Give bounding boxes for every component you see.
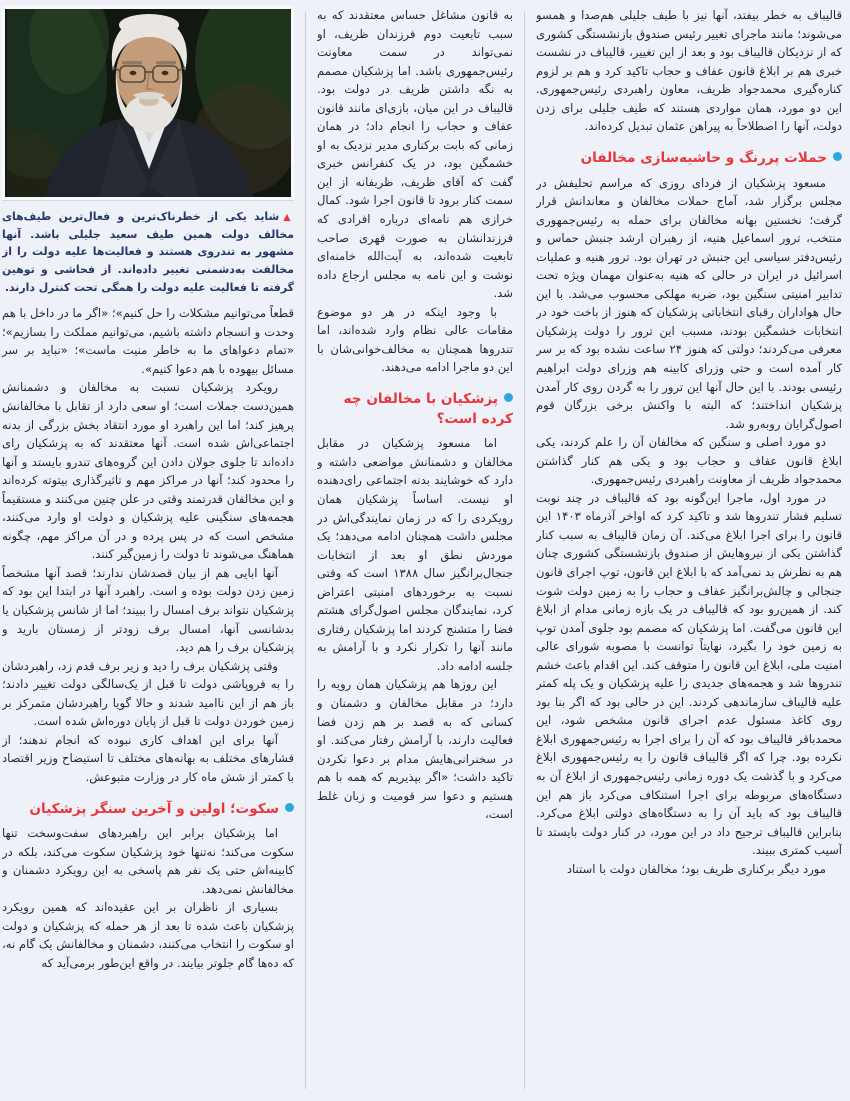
column-divider	[524, 12, 525, 1089]
heading-bullet-icon	[504, 393, 513, 402]
paragraph: اما پزشکیان برابر این راهبردهای سفت‌وسخت تنها سکوت می‌کند؛ نه‌تنها خود پزشکیان سکوت می‌کند، بلکه در کابینه‌اش حتی یک نفر هم پاسخی به این رویکرد دشمنان و مخالفانش نمی‌دهد.	[2, 826, 294, 896]
heading-bullet-icon	[833, 152, 842, 161]
heading-label: پزشکیان با مخالفان چه کرده است؟	[343, 390, 513, 427]
paragraph: وقتی پزشکیان برف را دید و زیر برف قدم زد، راهبردشان را به فروپاشی دولت تا قبل از یک‌سالگی دولت تغییر دادند؛ باز هم از این ناامید شدند و حالا گویا راهبردشان متمرکز بر زمین خوردن دولت تا قبل از پایان دوره‌اش شده است.	[2, 658, 294, 729]
photo-figure	[2, 6, 294, 296]
portrait-photo-illustration	[7, 9, 291, 197]
column-middle	[317, 6, 513, 1095]
column-right	[536, 6, 842, 1095]
column-divider	[305, 12, 306, 1089]
paragraph: مسعود پزشکیان از فردای روزی که مراسم تحلیفش در مجلس برگزار شد، آماج حملات مخالفان و معاندانش قرار گرفت؛ نخستین بهانه مخالفان برای حمله به رئیس‌جمهوری منتخب، ترور اسماعیل هنیه، از رهبران ارشد جنبش حماس و رئیس‌دفتر سیاسی این جنبش در تهران بود. ترور هنیه و عملیات اسرائیل در ایران در حالی که هنیه به‌عنوان مهمان ویژه تحت تدابیر امنیتی سنگین بود، ضربه مهلکی محسوب می‌شد. با این حال هواداران رقبای انتخاباتی پزشکیان که هنوز از باخت خود در انتخابات خشمگین بودند، مسبب این ترور را دولت پزشکیان معرفی می‌کردند؛ دولتی که هنوز ۲۴ ساعت نشده بود که بر سر کار آمده است و حتی وزرای کابینه هم وزرای دولت ابراهیم رئیسی بودند. با این حال آنها این ترور را به گردن روی کار آمدن پزشکیان انداختند؛ که البته با واکنش برخی بزرگان قوم اصول‌گرایان روبه‌رو شد.	[536, 175, 842, 431]
section-heading-silence	[2, 800, 294, 820]
paragraph: مورد دیگر برکناری ظریف بود؛ مخالفان دولت با استناد	[566, 861, 826, 876]
column-left	[2, 6, 294, 1095]
paragraph: رویکرد پزشکیان نسبت به مخالفان و دشمنانش همین‌دست جملات است؛ او سعی دارد از تقابل با مخالفانش پرهیز کند؛ اما این راهبرد او مورد انتقاد بخش بزرگی از بدنه اجتماعی‌اش شده است. آنها معتقدند که به پزشکیان رای داده‌اند تا جلوی جولان دادن این گروه‌های تندرو بایستد و آنها را محدود کند؛ آنها در مراکز مهم و تاثیرگذاری بیتوته کرده‌اند و این مخالفان قدرتمند وقتی در علن چنین می‌کنند و مستقیماً هجمه‌های سنگینی علیه پزشکیان و دولت او وارد می‌کنند، مشخص است که در پس پرده و در آن مراکز مهم، چگونه هماهنگ می‌شوند تا دولت را زمین‌گیر کنند.	[2, 380, 294, 562]
paragraph: اما مسعود پزشکیان در مقابل مخالفان و دشمنانش مواضعی داشته و دارد که خوشایند بدنه اجتماعی رای‌دهنده او نیست. اساساً پزشکیان همان رویکردی را که در زمان نمایندگی‌اش در مجلس داشت همچنان ادامه می‌دهد؛ یک موردش نطق او بعد از انتخابات جنجال‌برانگیز سال ۱۳۸۸ است که وقتی نسبت به برخوردهای امنیتی اعتراض کرد، نمایندگان مجلس اصول‌گرای هشتم فضا را متشنج کردند اما پزشکیان رفتاری مانند آنها را تکرار نکرد و با آرامش به جلسه ادامه داد.	[317, 436, 513, 673]
paragraph: قالیباف به خطر بیفتد، آنها نیز با طیف جلیلی هم‌صدا و همسو می‌شوند؛ مانند ماجرای تغییر رئیس صندوق بازنشستگی کشوری که از نزدیکان قالیباف بود و بعد از این تغییر، قالیباف در نشست خبری هم بر ابلاغ قانون عفاف و حجاب تاکید کرد و هم بر لزوم کناره‌گیری محمدجواد ظریف، معاون راهبردی رئیس‌جمهوری. این دو مورد، همان مواردی هستند که طیف جلیلی برای زدن دولت، آنها را اصطلاحاً به پیراهن عثمان تبدیل کرده‌اند.	[536, 8, 842, 134]
caption-text: شاید یکی از خطرناک‌ترین و فعال‌ترین طیف‌های مخالف دولت همین طیف سعید جلیلی باشد. آنها مشهور به تندروی هستند و فعالیت‌ها علیه دولت را از مخالفت به‌دشمنی تغییر داده‌اند. از فحاشی و توهین گرفته تا فعالیت علیه دولت را همگی تحت کنترل دارند.	[2, 210, 294, 294]
paragraph: این روزها هم پزشکیان همان رویه را دارد؛ در مقابل مخالفان و دشمنان و کسانی که به قصد بر هم زدن فضا فعالیت دارند، با آرامش رفتار می‌کند. او در سخنرانی‌هایش مدام بر دعوا نکردن تاکید داشت؛ «اگر بپذیریم که همه با هم هستیم و دعوا سر قومیت و زبان غلط است،	[317, 677, 513, 822]
paragraph: آنها برای این اهداف کاری نبوده که انجام ندهند؛ از فشارهای مختلف به بهانه‌های مختلف تا استیضاح وزیر اقتصاد با کمتر از شش ماه کار در وزارت متبوعش.	[2, 732, 294, 784]
paragraph: با وجود اینکه در هر دو موضوع مقامات عالی نظام وارد شده‌اند، اما تندروها همچنان به مخالف‌خوانی‌شان با این دو ماجرا ادامه می‌دهند.	[317, 304, 513, 375]
paragraph: آنها ابایی هم از بیان قصدشان ندارند؛ قصد آنها مشخصاً زمین زدن دولت بوده و است. راهبرد آنها در ابتدا این بود که پزشکیان نتواند برف امسال را ببیند؛ اما از شانس پزشکیان یا بدشانسی آنها، امسال برف زودتر از زمستان بارید و پزشکیان برف را هم دید.	[2, 565, 294, 655]
paragraph: دو مورد اصلی و سنگین که مخالفان آن را علم کردند، یکی ابلاغ قانون عفاف و حجاب بود و یکی هم کنار گذاشتن محمدجواد ظریف از معاونت راهبردی رئیس‌جمهوری.	[536, 435, 842, 487]
portrait-photo	[2, 6, 294, 200]
paragraph: قطعاً می‌توانیم مشکلات را حل کنیم»؛ «اگر ما در داخل با هم وحدت و انسجام داشته باشیم، می‌توانیم مملکت را بسازیم»؛ «تمام دعواهای ما به خاطر منیت ماست»؛ «نباید بر سر مسائل بیهوده با هم دعوا کنیم».	[2, 306, 294, 376]
section-heading-attacks	[536, 149, 842, 169]
heading-label: حملات پررنگ و حاشیه‌سازی مخالفان	[580, 149, 827, 166]
section-heading-what-done	[317, 390, 513, 429]
heading-label: سکوت؛ اولین و آخرین سنگر پزشکیان	[29, 800, 279, 817]
paragraph: بسیاری از ناظران بر این عقیده‌اند که همین رویکرد پزشکیان باعث شده تا بعد از هر حمله که پزشکیان و دولت او سکوت را انتخاب می‌کنند، دشمنان و مخالفانش یک گام نه، که ده‌ها گام جلوتر بیایند. در واقع این‌طور برمی‌آید که	[2, 900, 294, 971]
caption-marker-icon: ▲	[283, 212, 294, 223]
paragraph: در مورد اول، ماجرا این‌گونه بود که قالیباف در چند نوبت تسلیم فشار تندروها شد و تاکید کرد که اواخر آذرماه ۱۴۰۳ این قانون را برای اجرا ابلاغ می‌کند. آن زمان قالیباف به سبب کنار گذاشتن یکی از نیروهایش از صندوق بازنشستگی کشوری چنان هم به نظرش بد نمی‌آمد که با ابلاغ این قانون، توپ اجرای قانون جنجالی و چالش‌برانگیز عفاف و حجاب را به زمین دولت شوت کند. از همین‌رو بود که قالیباف در یک بازه زمانی مدام از ابلاغ این قانون می‌گفت. اما پزشکیان که مصمم بود جلوی آمدن توپ به زمین خود را بگیرد، نهایتاً توانست با مصوبه شورای عالی امنیت ملی، ابلاغ این قانون را متوقف کند. این اقدام باعث خشم تندروها شد و هجمه‌های جدیدی را علیه پزشکیان و یک پله کمتر علیه قالیباف سازماندهی کردند. این در حالی بود که اگر بنا بود روی کاغذ مسئول عدم اجرای قانون مشخص شود، این محمدباقر قالیباف بود که آن را برای اجرا به رئیس‌جمهوری ابلاغ نکرده بود. چرا که اگر قالیباف قانون را به رئیس‌جمهوری ابلاغ می‌کرد و با گذشت یک دوره زمانی رئیس‌جمهوری از ابلاغ آن به دستگاه‌های مربوطه برای اجرا استنکاف می‌کرد باز هم این قالیباف بود که باید آن را به دستگاه‌های دولتی ابلاغ می‌کرد. بنابراین قالیباف ترجیح داد در این مورد، در کنار دولت بایستد تا آسیب کمتری ببیند.	[536, 490, 842, 858]
photo-caption	[2, 208, 294, 296]
paragraph: به قانون مشاغل حساس معتقدند که به سبب تابعیت دوم فرزندان ظریف، او نمی‌تواند در سمت معاونت رئیس‌جمهوری باشد. اما پزشکیان مصمم به نگه داشتن ظریف در دولت بود. قالیباف در این میان، بازی‌ای مانند قانون عفاف و حجاب را انجام داد؛ در همان زمانی که بابت برکناری مدیر نزدیک به او خشمگین بود، در یک کنفرانس خبری گفت که آقای ظریف، ظریفانه از این سمت کنار برود تا قانون اجرا شود. کمال خرازی هم نامه‌ای درباره افرادی که فرزندانشان به صورت قهری صاحب تابعیت شده‌اند، به آیت‌الله خامنه‌ای نوشت و این نامه به مجلس ارجاع داده شد.	[317, 8, 513, 301]
heading-bullet-icon	[285, 803, 294, 812]
